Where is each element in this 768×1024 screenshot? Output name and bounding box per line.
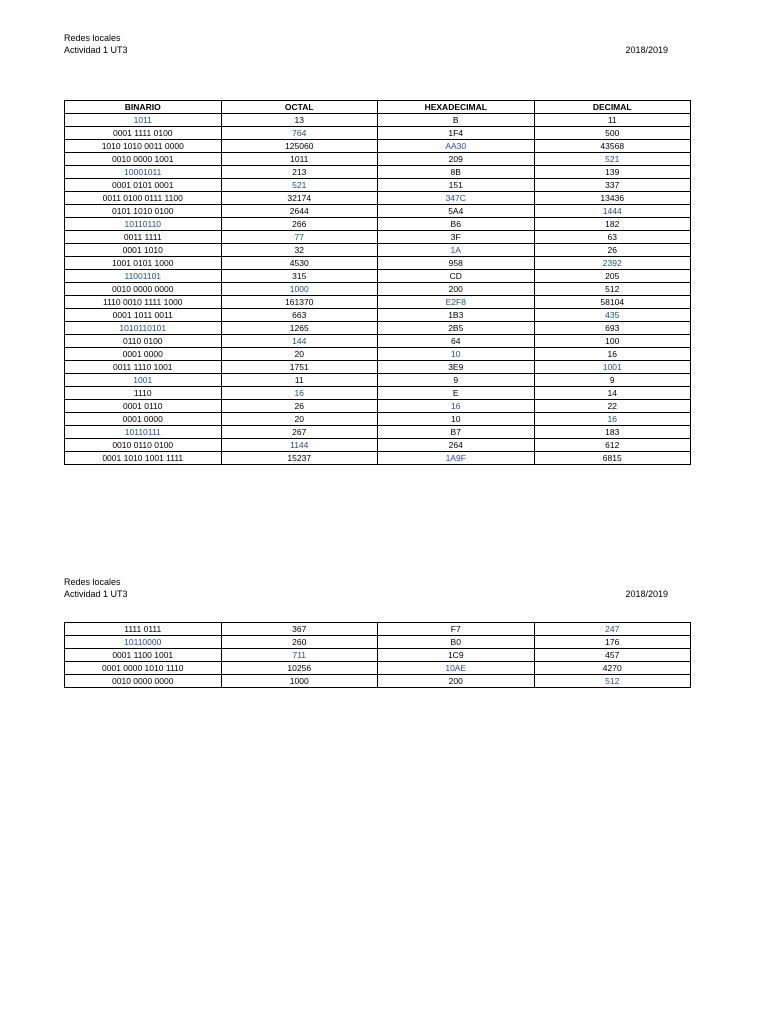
cell-decimal: 2392 <box>534 257 691 270</box>
cell-octal: 711 <box>221 649 378 662</box>
course-title: Redes locales <box>64 577 121 587</box>
cell-decimal: 4270 <box>534 662 691 675</box>
table-row <box>65 374 691 387</box>
cell-decimal: 435 <box>534 309 691 322</box>
cell-octal: 367 <box>221 623 378 636</box>
cell-hexadecimal: 1B3 <box>378 309 535 322</box>
activity-title: Actividad 1 UT3 <box>64 589 128 599</box>
cell-hexadecimal: 3F <box>378 231 535 244</box>
cell-decimal: 183 <box>534 426 691 439</box>
cell-octal: 144 <box>221 335 378 348</box>
cell-octal: 13 <box>221 114 378 127</box>
table-row <box>65 400 691 413</box>
cell-octal: 16 <box>221 387 378 400</box>
table-row <box>65 309 691 322</box>
table-row <box>65 649 691 662</box>
cell-octal: 260 <box>221 636 378 649</box>
conversion-table-2 <box>64 622 691 688</box>
cell-binario: 0001 1010 <box>65 244 222 257</box>
cell-binario: 0001 0101 0001 <box>65 179 222 192</box>
cell-octal: 11 <box>221 374 378 387</box>
table-row <box>65 205 691 218</box>
cell-octal: 1144 <box>221 439 378 452</box>
cell-binario: 0001 1100 1001 <box>65 649 222 662</box>
cell-octal: 266 <box>221 218 378 231</box>
cell-hexadecimal: B6 <box>378 218 535 231</box>
cell-binario: 0001 1011 0011 <box>65 309 222 322</box>
column-header-hexadecimal: HEXADECIMAL <box>378 101 535 114</box>
cell-binario: 1110 0010 1111 1000 <box>65 296 222 309</box>
cell-binario: 0010 0000 1001 <box>65 153 222 166</box>
cell-binario: 10001011 <box>65 166 222 179</box>
cell-hexadecimal: 200 <box>378 675 535 688</box>
table-row <box>65 387 691 400</box>
cell-hexadecimal: 1A <box>378 244 535 257</box>
table-row <box>65 231 691 244</box>
cell-decimal: 58104 <box>534 296 691 309</box>
cell-hexadecimal: B <box>378 114 535 127</box>
cell-octal: 20 <box>221 348 378 361</box>
cell-decimal: 22 <box>534 400 691 413</box>
cell-octal: 20 <box>221 413 378 426</box>
table-row <box>65 192 691 205</box>
cell-hexadecimal: 64 <box>378 335 535 348</box>
cell-hexadecimal: 1F4 <box>378 127 535 140</box>
cell-octal: 1011 <box>221 153 378 166</box>
cell-decimal: 457 <box>534 649 691 662</box>
cell-binario: 0010 0000 0000 <box>65 283 222 296</box>
cell-decimal: 16 <box>534 348 691 361</box>
cell-octal: 1000 <box>221 283 378 296</box>
cell-octal: 1265 <box>221 322 378 335</box>
cell-decimal: 63 <box>534 231 691 244</box>
cell-hexadecimal: E2F8 <box>378 296 535 309</box>
cell-hexadecimal: 10 <box>378 413 535 426</box>
cell-decimal: 26 <box>534 244 691 257</box>
cell-decimal: 693 <box>534 322 691 335</box>
cell-decimal: 512 <box>534 675 691 688</box>
table-row <box>65 179 691 192</box>
table-row <box>65 127 691 140</box>
cell-binario: 10110111 <box>65 426 222 439</box>
page-header-2 <box>64 576 668 600</box>
table-body-1 <box>65 114 691 465</box>
cell-binario: 0010 0110 0100 <box>65 439 222 452</box>
conversion-table-1 <box>64 100 691 465</box>
course-title: Redes locales <box>64 33 121 43</box>
cell-binario: 0101 1010 0100 <box>65 205 222 218</box>
cell-octal: 32 <box>221 244 378 257</box>
table-body-2 <box>65 623 691 688</box>
cell-hexadecimal: 10AE <box>378 662 535 675</box>
cell-octal: 1751 <box>221 361 378 374</box>
cell-octal: 663 <box>221 309 378 322</box>
table-row <box>65 270 691 283</box>
cell-binario: 0011 1110 1001 <box>65 361 222 374</box>
cell-decimal: 512 <box>534 283 691 296</box>
cell-octal: 2644 <box>221 205 378 218</box>
table-row <box>65 439 691 452</box>
cell-binario: 1010 1010 0011 0000 <box>65 140 222 153</box>
cell-hexadecimal: 209 <box>378 153 535 166</box>
cell-decimal: 13436 <box>534 192 691 205</box>
cell-binario: 0110 0100 <box>65 335 222 348</box>
cell-decimal: 16 <box>534 413 691 426</box>
table-row <box>65 675 691 688</box>
cell-hexadecimal: 151 <box>378 179 535 192</box>
cell-binario: 0001 0110 <box>65 400 222 413</box>
cell-octal: 764 <box>221 127 378 140</box>
cell-decimal: 9 <box>534 374 691 387</box>
column-header-binario: BINARIO <box>65 101 222 114</box>
cell-hexadecimal: 347C <box>378 192 535 205</box>
cell-octal: 10256 <box>221 662 378 675</box>
cell-hexadecimal: 264 <box>378 439 535 452</box>
cell-binario: 1001 <box>65 374 222 387</box>
cell-binario: 0011 0100 0111 1100 <box>65 192 222 205</box>
column-header-octal: OCTAL <box>221 101 378 114</box>
cell-hexadecimal: 10 <box>378 348 535 361</box>
cell-binario: 0011 1111 <box>65 231 222 244</box>
table-row <box>65 166 691 179</box>
table-row <box>65 361 691 374</box>
table-row <box>65 244 691 257</box>
cell-hexadecimal: 1A9F <box>378 452 535 465</box>
cell-octal: 315 <box>221 270 378 283</box>
cell-binario: 1011 <box>65 114 222 127</box>
cell-decimal: 612 <box>534 439 691 452</box>
school-year: 2018/2019 <box>625 45 668 55</box>
table-row <box>65 452 691 465</box>
cell-octal: 1000 <box>221 675 378 688</box>
cell-decimal: 205 <box>534 270 691 283</box>
cell-binario: 1110 <box>65 387 222 400</box>
table-row <box>65 426 691 439</box>
cell-binario: 0001 0000 <box>65 348 222 361</box>
page-header-1 <box>64 32 668 56</box>
cell-octal: 267 <box>221 426 378 439</box>
table-row <box>65 296 691 309</box>
cell-decimal: 14 <box>534 387 691 400</box>
cell-binario: 10110110 <box>65 218 222 231</box>
cell-hexadecimal: 5A4 <box>378 205 535 218</box>
table-row <box>65 413 691 426</box>
cell-binario: 0001 0000 1010 1110 <box>65 662 222 675</box>
table-row <box>65 348 691 361</box>
cell-octal: 125060 <box>221 140 378 153</box>
cell-hexadecimal: 200 <box>378 283 535 296</box>
table-row <box>65 335 691 348</box>
cell-decimal: 139 <box>534 166 691 179</box>
table-row <box>65 257 691 270</box>
table-row <box>65 114 691 127</box>
cell-decimal: 11 <box>534 114 691 127</box>
table-row <box>65 636 691 649</box>
cell-binario: 1001 0101 1000 <box>65 257 222 270</box>
cell-decimal: 100 <box>534 335 691 348</box>
cell-decimal: 176 <box>534 636 691 649</box>
cell-binario: 10110000 <box>65 636 222 649</box>
cell-decimal: 337 <box>534 179 691 192</box>
cell-decimal: 247 <box>534 623 691 636</box>
cell-binario: 11001101 <box>65 270 222 283</box>
cell-octal: 32174 <box>221 192 378 205</box>
cell-octal: 26 <box>221 400 378 413</box>
cell-binario: 1010110101 <box>65 322 222 335</box>
cell-hexadecimal: 9 <box>378 374 535 387</box>
cell-octal: 4530 <box>221 257 378 270</box>
cell-hexadecimal: AA30 <box>378 140 535 153</box>
cell-binario: 1111 0111 <box>65 623 222 636</box>
cell-decimal: 6815 <box>534 452 691 465</box>
table-row <box>65 218 691 231</box>
cell-decimal: 1444 <box>534 205 691 218</box>
table-row <box>65 322 691 335</box>
cell-octal: 15237 <box>221 452 378 465</box>
table-row <box>65 283 691 296</box>
cell-hexadecimal: F7 <box>378 623 535 636</box>
cell-hexadecimal: 2B5 <box>378 322 535 335</box>
cell-decimal: 182 <box>534 218 691 231</box>
table-row <box>65 662 691 675</box>
cell-hexadecimal: B0 <box>378 636 535 649</box>
column-header-decimal: DECIMAL <box>534 101 691 114</box>
cell-decimal: 500 <box>534 127 691 140</box>
cell-hexadecimal: CD <box>378 270 535 283</box>
school-year: 2018/2019 <box>625 589 668 599</box>
cell-hexadecimal: 3E9 <box>378 361 535 374</box>
cell-binario: 0010 0000 0000 <box>65 675 222 688</box>
cell-hexadecimal: 958 <box>378 257 535 270</box>
cell-decimal: 43568 <box>534 140 691 153</box>
cell-binario: 0001 1010 1001 1111 <box>65 452 222 465</box>
table-row <box>65 153 691 166</box>
table-header-row <box>65 101 691 114</box>
cell-decimal: 521 <box>534 153 691 166</box>
cell-binario: 0001 1111 0100 <box>65 127 222 140</box>
cell-hexadecimal: B7 <box>378 426 535 439</box>
cell-hexadecimal: 16 <box>378 400 535 413</box>
activity-title: Actividad 1 UT3 <box>64 45 128 55</box>
cell-binario: 0001 0000 <box>65 413 222 426</box>
cell-octal: 521 <box>221 179 378 192</box>
cell-octal: 77 <box>221 231 378 244</box>
cell-hexadecimal: E <box>378 387 535 400</box>
cell-hexadecimal: 8B <box>378 166 535 179</box>
table-row <box>65 140 691 153</box>
cell-octal: 161370 <box>221 296 378 309</box>
cell-hexadecimal: 1C9 <box>378 649 535 662</box>
table-row <box>65 623 691 636</box>
cell-octal: 213 <box>221 166 378 179</box>
cell-decimal: 1001 <box>534 361 691 374</box>
